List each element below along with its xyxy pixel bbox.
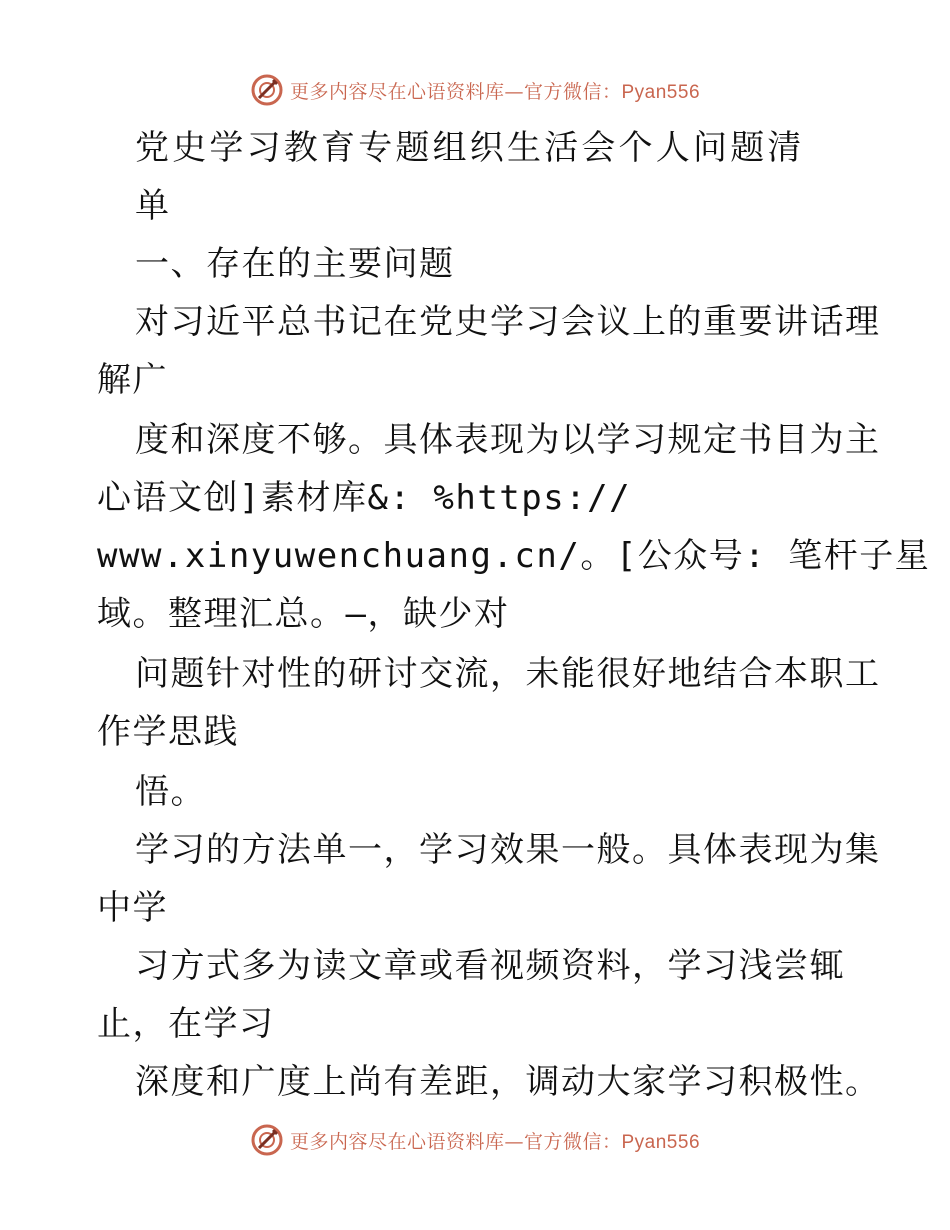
paragraph-line: 作学思践 [97,712,239,752]
paragraph-line: 学习的方法单一，学习效果一般。具体表现为集 [135,830,881,870]
paragraph-line: 域。整理汇总。—，缺少对 [97,594,510,634]
paragraph-line: 心语文创]素材库&: %https:// [97,478,632,518]
banner-handle: Pyan556 [621,1131,701,1153]
paragraph-line: 习方式多为读文章或看视频资料，学习浅尝辄 [135,946,845,986]
brand-logo-icon [250,1123,284,1157]
paragraph-line: 问题针对性的研讨交流，未能很好地结合本职工 [135,654,881,694]
section-heading: 一、存在的主要问题 [135,244,455,284]
paragraph-line: www.xinyuwenchuang.cn/。[公众号: 笔杆子星 [97,536,931,576]
paragraph-line: 深度和广度上尚有差距，调动大家学习积极性。 [135,1062,881,1102]
paragraph-line: 对习近平总书记在党史学习会议上的重要讲话理 [135,302,881,342]
banner-text: 更多内容尽在心语资料库—官方微信：Pyan556 [289,80,701,103]
banner-text: 更多内容尽在心语资料库—官方微信：Pyan556 [289,1130,701,1153]
paragraph-line: 解广 [97,360,168,400]
doc-title-line-2: 单 [135,186,171,226]
paragraph-line: 悟。 [135,772,206,812]
banner-handle: Pyan556 [621,81,701,103]
paragraph-line: 度和深度不够。具体表现为以学习规定书目为主 [135,420,881,460]
paragraph-line: 中学 [97,888,168,928]
paragraph-line: 止，在学习 [97,1004,275,1044]
footer-banner [0,1120,950,1160]
doc-title-line-1: 党史学习教育专题组织生活会个人问题清 [135,128,805,168]
